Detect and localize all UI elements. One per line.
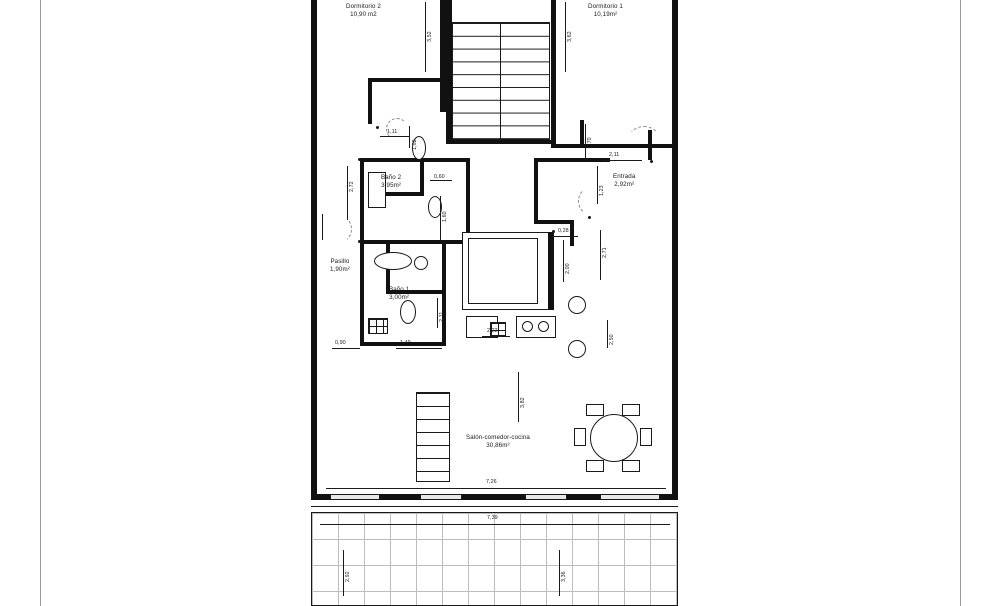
dim-111: 1,11 — [387, 129, 398, 135]
room-name-salon: Salón-comedor-cocina — [466, 434, 530, 441]
dining-table — [590, 414, 638, 462]
room-label-salon — [466, 434, 530, 450]
wall-core-right — [548, 232, 554, 310]
stool-1 — [568, 296, 586, 314]
dimline-160 — [440, 196, 441, 240]
stool-2 — [568, 340, 586, 358]
dim-362: 3,62 — [567, 31, 573, 42]
kitchen-sink-bowl-right — [538, 321, 549, 332]
wall-dormitorio1-left — [551, 0, 556, 148]
dim-272: 2,72 — [349, 181, 355, 192]
dining-chair-6 — [640, 428, 652, 446]
site-boundary-right — [960, 0, 961, 606]
dim-292: 2,92 — [345, 571, 351, 582]
wall-dormitorio1-stub — [580, 120, 584, 148]
dimline-211 — [437, 298, 438, 328]
wall-stair-left — [446, 0, 452, 144]
dimline-272 — [347, 166, 348, 220]
room-area-pasillo: 1,90m² — [330, 265, 350, 273]
room-label-dormitorio1 — [588, 3, 623, 19]
dim-211-v: 2,11 — [439, 311, 445, 322]
dim-point-3 — [376, 126, 379, 129]
dim-point-2 — [358, 240, 361, 243]
dim-160: 1,60 — [442, 211, 448, 222]
dim-250: 2,50 — [609, 334, 615, 345]
terrace-paving — [311, 512, 678, 606]
bathtub-pasillo — [374, 252, 412, 270]
room-name-pasillo: Pasillo — [330, 258, 350, 265]
dining-chair-2 — [622, 404, 640, 416]
site-boundary-left — [40, 0, 41, 606]
dim-382: 3,82 — [520, 397, 526, 408]
facade-opening-2 — [420, 494, 462, 500]
staircase — [452, 22, 550, 140]
facade-opening-4 — [600, 494, 660, 500]
wall-entrada-bottom — [534, 220, 574, 224]
sofa — [416, 392, 450, 482]
dimline-111 — [380, 136, 410, 137]
dim-102: 1,02 — [412, 139, 418, 150]
exterior-wall-right — [672, 0, 678, 500]
wall-stair-bottom — [446, 140, 556, 144]
wall-bath1-right — [442, 244, 446, 346]
dim-point-1 — [358, 158, 361, 161]
room-label-entrada — [613, 173, 635, 189]
dimline-211-h — [602, 160, 642, 161]
wall-dormitorio2-closet — [368, 78, 372, 124]
dim-352: 3,52 — [427, 31, 433, 42]
dimline-271 — [600, 230, 601, 280]
kitchen-sink-bowl-left — [522, 321, 533, 332]
dim-point-5 — [588, 216, 591, 219]
dim-739: 7,39 — [487, 515, 498, 521]
dim-200: 2,00 — [565, 263, 571, 274]
wall-bath2-partition-h — [386, 192, 424, 196]
facade-opening-3 — [525, 494, 567, 500]
door-arc-entrada-main — [626, 126, 662, 162]
room-label-bano1 — [389, 286, 409, 302]
dimline-336 — [559, 550, 560, 596]
wall-bath-block-left — [360, 158, 364, 346]
dimline-352 — [425, 2, 426, 72]
terrace-top-edge — [311, 506, 678, 507]
exterior-wall-left — [311, 0, 317, 500]
dimline-090 — [332, 348, 360, 349]
dimline-292 — [343, 550, 344, 596]
dimline-382 — [518, 372, 519, 422]
room-label-dormitorio2 — [346, 3, 381, 19]
dim-123: 1,23 — [599, 185, 605, 196]
dining-chair-4 — [622, 460, 640, 472]
dimline-070 — [585, 124, 586, 160]
dim-149: 1,49 — [400, 340, 411, 346]
room-name-dormitorio1: Dormitorio 1 — [588, 3, 623, 10]
room-name-bano2: Baño 2 — [381, 174, 402, 181]
dim-060: 0,60 — [434, 174, 445, 180]
room-area-salon: 30,86m² — [486, 441, 510, 449]
dimline-028 — [552, 236, 578, 237]
tiled-fixture-bano1 — [368, 318, 388, 334]
dim-726: 7,26 — [486, 479, 497, 485]
toilet-bano1 — [400, 300, 416, 324]
dimline-123 — [597, 166, 598, 204]
wall-bath2-partition — [420, 162, 424, 196]
dimline-060 — [430, 180, 452, 181]
dim-211-h: 2,11 — [609, 152, 620, 158]
room-area-bano1: 3,00m² — [389, 293, 410, 301]
dim-028: 0,28 — [558, 228, 569, 234]
dimline-149 — [396, 348, 442, 349]
dimline-726 — [326, 488, 666, 489]
central-core-inner — [468, 238, 538, 304]
dining-chair-3 — [586, 460, 604, 472]
room-label-bano2 — [381, 174, 401, 190]
sink-bano1 — [414, 256, 428, 270]
room-label-pasillo — [330, 258, 350, 274]
room-area-dormitorio2: 10,90 m2 — [350, 10, 377, 18]
facade-opening-1 — [330, 494, 380, 500]
dimline-739 — [320, 524, 670, 525]
dim-point-4 — [552, 230, 555, 233]
stair-center-line — [500, 22, 501, 140]
room-area-entrada: 2,92m² — [614, 180, 635, 188]
dim-070: 0,70 — [587, 137, 593, 148]
dimline-222 — [482, 336, 510, 337]
wall-dormitorio2-bottom — [368, 78, 446, 82]
dimline-102 — [409, 126, 410, 148]
wall-entrada-top — [534, 158, 610, 162]
room-name-entrada: Entrada — [613, 173, 636, 180]
room-area-dormitorio1: 10,19m² — [593, 10, 618, 18]
dim-222: 2,22 — [487, 328, 498, 334]
dim-090: 0,90 — [335, 340, 346, 346]
wall-bath2-bottom — [360, 240, 470, 244]
dimline-362 — [565, 2, 566, 72]
wall-entrada-left — [534, 162, 538, 224]
door-leaf-pasillo — [322, 214, 323, 240]
dining-chair-5 — [574, 428, 586, 446]
dimline-200 — [563, 240, 564, 282]
dim-271: 2,71 — [602, 247, 608, 258]
room-area-bano2: 3,95m² — [381, 181, 402, 189]
room-name-dormitorio2: Dormitorio 2 — [346, 3, 381, 10]
dining-chair-1 — [586, 404, 604, 416]
dim-point-6 — [650, 160, 653, 163]
dimline-250 — [607, 320, 608, 348]
wall-entrada-stub — [570, 220, 574, 246]
dim-336: 3,36 — [561, 571, 567, 582]
room-name-bano1: Baño 1 — [389, 286, 410, 293]
